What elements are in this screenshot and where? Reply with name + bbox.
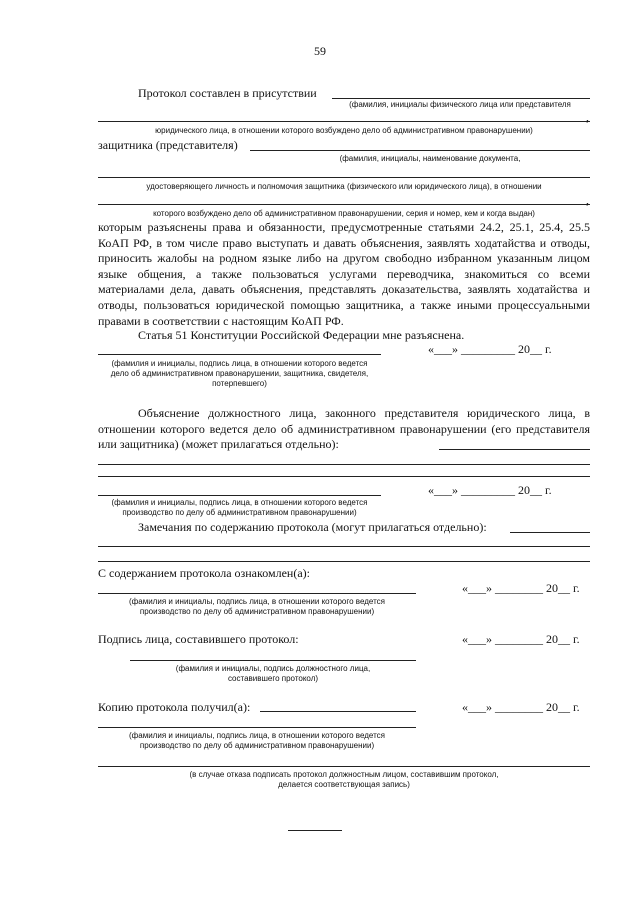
present-input-line-2[interactable] <box>98 121 590 122</box>
defender-label: защитника (представителя) <box>98 138 238 152</box>
explanation-input-line-2[interactable] <box>98 464 590 465</box>
remarks-input-line-2[interactable] <box>98 546 590 547</box>
copy-input-line-2[interactable] <box>98 727 416 728</box>
signature-line-1[interactable] <box>98 354 381 355</box>
date-3 <box>462 581 580 596</box>
refusal-hint-2: делается соответствующая запись) <box>278 780 410 789</box>
signature-1-hint-2: дело об административном правонарушении, защитника, свидетеля, <box>110 369 369 378</box>
signature-1-hint-1: (фамилия и инициалы, подпись лица, в отношении которого ведется <box>111 359 368 368</box>
defender-input-line[interactable] <box>250 150 590 151</box>
date-5 <box>462 700 580 715</box>
copy-label: Копию протокола получил(а): <box>98 700 251 714</box>
present-comma: , <box>586 110 589 124</box>
signature-2-hint-1: (фамилия и инициалы, подпись лица, в отношении которого ведется <box>111 498 368 507</box>
explanation-paragraph: Объяснение должностного лица, законного представителя юридического лица, в отношении которого ведется дело об административном правонарушении (его представителя или защитника) (может прилагаться отдельно): <box>98 406 590 452</box>
rights-paragraph: которым разъяснены права и обязанности, предусмотренные статьями 24.2, 25.1, 25.4, 25.5 КоАП РФ, в том числе право выступать и давать объяснения, заявлять ходатайства и отводы, приносить жалобы на родном языке либо на другом свободно избранном указанным лицом языке общения, а также пользоваться услугами переводчика, знакомиться со всеми материалами дела, давать объяснения, представлять доказательства, заявлять ходатайства и отводы, пользоваться юридической помощью защитника, а также иными процессуальными правами в соответствии с настоящим КоАП РФ. <box>98 220 590 328</box>
defender-input-line-3[interactable] <box>98 204 590 205</box>
remarks-input-line-1[interactable] <box>510 532 590 533</box>
compiler-hint-1: (фамилия и инициалы, подпись должностного лица, <box>175 664 371 673</box>
acquainted-label: С содержанием протокола ознакомлен(а): <box>98 566 310 580</box>
defender-hint-3: которого возбуждено дело об административном правонарушении, серия и номер, кем и когда выдан) <box>153 209 535 218</box>
compiler-input-line[interactable] <box>130 660 416 661</box>
date-1-text: «___» _________ 20__ г. <box>428 342 552 356</box>
defender-comma: , <box>586 193 589 207</box>
present-input-line[interactable] <box>332 98 590 99</box>
constitution-note: Статья 51 Конституции Российской Федерации мне разъяснена. <box>138 328 465 342</box>
date-4-text: «___» ________ 20__ г. <box>462 632 580 646</box>
explanation-input-line-1[interactable] <box>439 449 590 450</box>
copy-hint-1: (фамилия и инициалы, подпись лица, в отношении которого ведется <box>129 731 385 740</box>
page-number: 59 <box>314 44 326 58</box>
defender-input-line-2[interactable] <box>98 177 590 178</box>
present-hint-2: юридического лица, в отношении которого возбуждено дело об административном правонарушении) <box>155 126 533 135</box>
date-2-text: «___» _________ 20__ г. <box>428 483 552 497</box>
date-4 <box>462 632 580 647</box>
acquainted-hint-1: (фамилия и инициалы, подпись лица, в отношении которого ведется <box>129 597 385 606</box>
remarks-input-line-3[interactable] <box>98 561 590 562</box>
defender-hint-2: удостоверяющего личность и полномочия защитника (физического или юридического лица), в отношении <box>146 182 542 191</box>
signature-2-hint-2: производство по делу об административном правонарушении) <box>122 508 357 517</box>
signature-line-2[interactable] <box>98 495 381 496</box>
date-2 <box>428 483 552 498</box>
present-label: Протокол составлен в присутствии <box>138 86 317 100</box>
acquainted-input-line[interactable] <box>98 593 416 594</box>
compiler-hint-2: составившего протокол) <box>227 674 319 683</box>
refusal-input-line[interactable] <box>98 766 590 767</box>
date-5-text: «___» ________ 20__ г. <box>462 700 580 714</box>
refusal-hint-1: (в случае отказа подписать протокол должностным лицом, составившим протокол, <box>189 770 499 779</box>
present-hint-1: (фамилия, инициалы физического лица или представителя <box>349 100 571 109</box>
copy-hint-2: производство по делу об административном правонарушении) <box>139 741 375 750</box>
acquainted-hint-2: производство по делу об административном правонарушении) <box>139 607 375 616</box>
date-3-text: «___» ________ 20__ г. <box>462 581 580 595</box>
footer-rule <box>288 830 342 831</box>
defender-hint-1: (фамилия, инициалы, наименование документа, <box>339 154 521 163</box>
remarks-label: Замечания по содержанию протокола (могут прилагаться отдельно): <box>138 520 487 534</box>
compiler-label: Подпись лица, составившего протокол: <box>98 632 299 646</box>
date-1 <box>428 342 552 357</box>
copy-input-line-1[interactable] <box>260 711 416 712</box>
explanation-input-line-3[interactable] <box>98 476 590 477</box>
signature-1-hint-3: потерпевшего) <box>212 379 267 388</box>
